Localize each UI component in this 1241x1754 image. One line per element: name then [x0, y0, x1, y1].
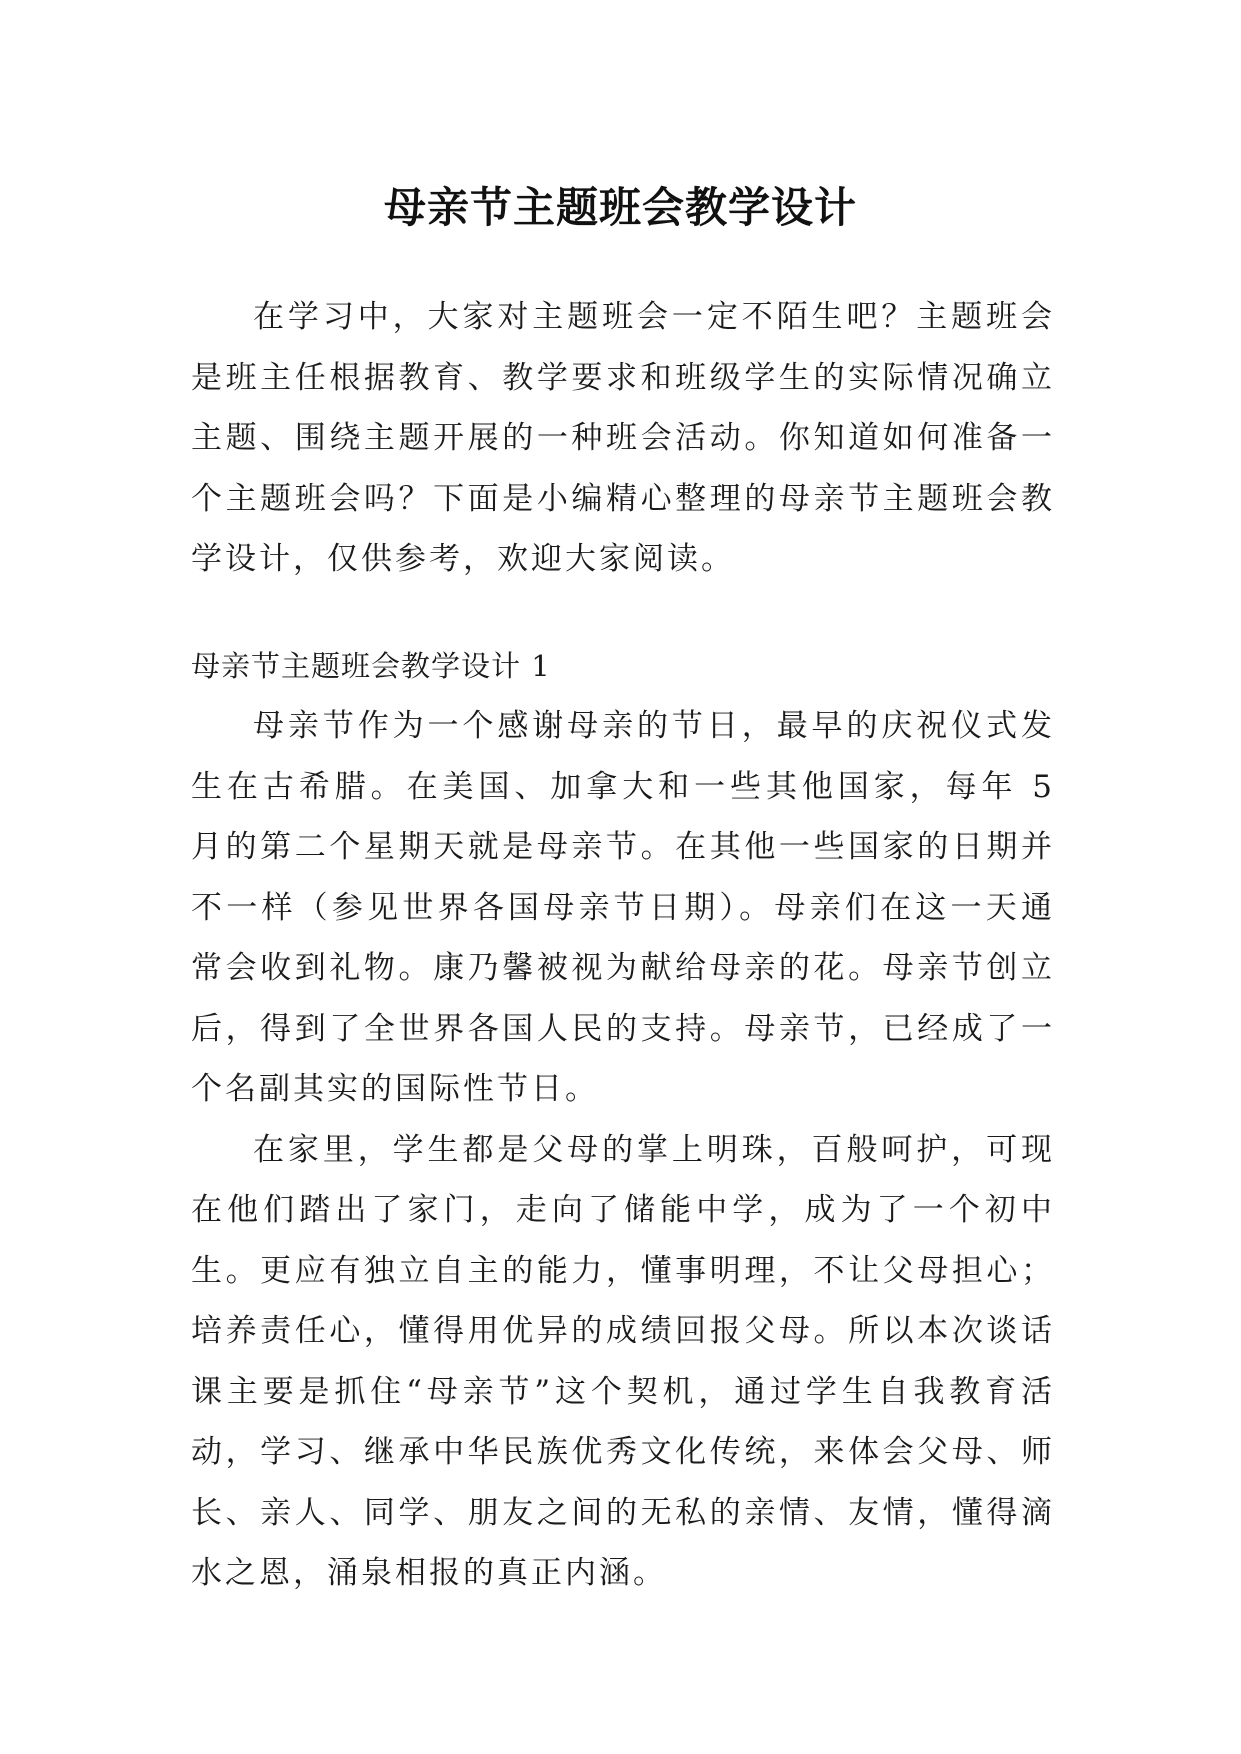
section-paragraph: 在家里，学生都是父母的掌上明珠，百般呵护，可现在他们踏出了家门，走向了储能中学，成为了一个初中生。更应有独立自主的能力，懂事明理，不让父母担心；培养责任心，懂得用优异的成绩回报父母。所以本次谈话课主要是抓住“母亲节”这个契机，通过学生自我教育活动，学习、继承中华民族优秀文化传统，来体会父母、师长、亲人、同学、朋友之间的无私的亲情、友情，懂得滴水之恩，涌泉相报的真正内涵。	[191, 1131, 1055, 1591]
intro-section	[191, 287, 1055, 590]
section-paragraph: 母亲节作为一个感谢母亲的节日，最早的庆祝仪式发生在古希腊。在美国、加拿大和一些其他国家，每年 5 月的第二个星期天就是母亲节。在其他一些国家的日期并不一样（参见世界各国母亲节日期）。母亲们在这一天通常会收到礼物。康乃馨被视为献给母亲的花。母亲节创立后，得到了全世界各国人民的支持。母亲节，已经成了一个名副其实的国际性节日。	[191, 708, 1055, 1107]
intro-paragraph: 在学习中，大家对主题班会一定不陌生吧？主题班会是班主任根据教育、教学要求和班级学生的实际情况确立主题、围绕主题开展的一种班会活动。你知道如何准备一个主题班会吗？下面是小编精心整理的母亲节主题班会教学设计，仅供参考，欢迎大家阅读。	[191, 299, 1055, 577]
document-title: 母亲节主题班会教学设计	[383, 183, 857, 233]
section-body	[191, 696, 1055, 1604]
section-heading: 母亲节主题班会教学设计 1	[191, 649, 551, 683]
